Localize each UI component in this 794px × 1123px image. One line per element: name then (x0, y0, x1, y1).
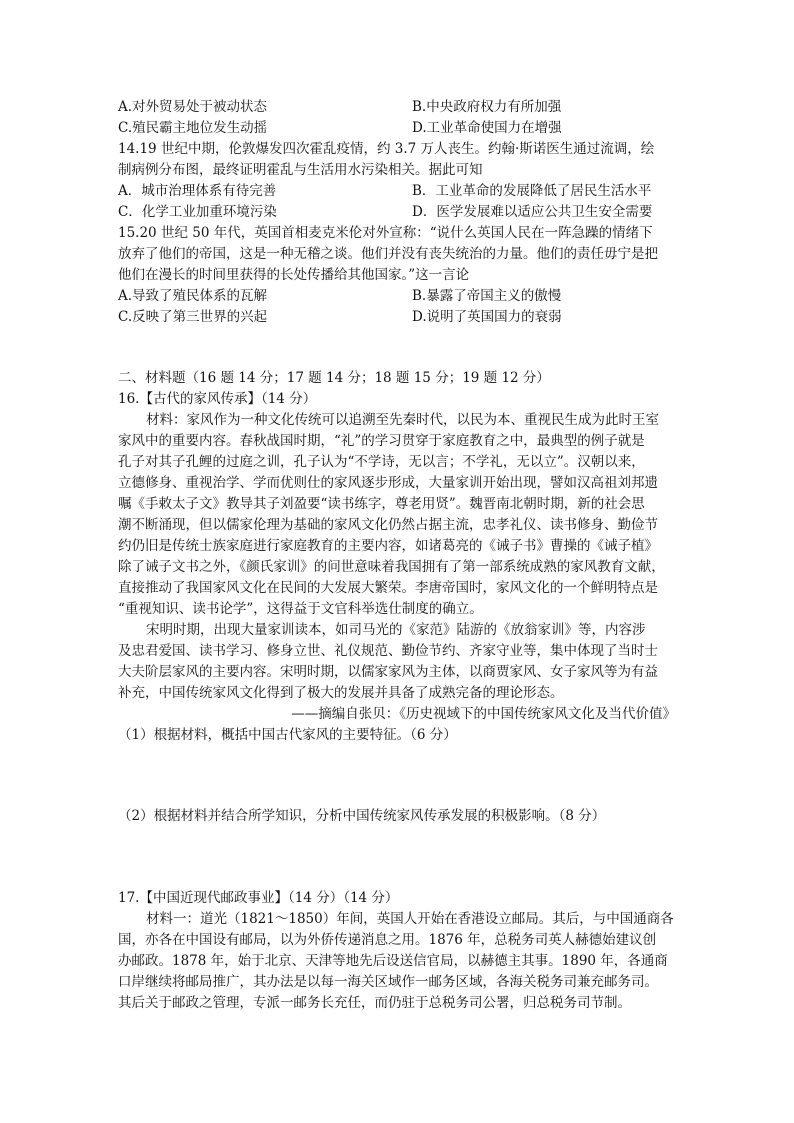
q15-option-c: C.反映了第三世界的兴起 (118, 309, 268, 325)
q16-subquestion-2: （2）根据材料并结合所学知识，分析中国传统家风传承发展的积极影响。（8 分） (118, 808, 606, 824)
q16-para2-line: 及忠君爱国、读书学习、修身立世、礼仪规范、勤俭节约、齐家守业等，集中体现了当时士 (118, 643, 658, 659)
q16-para1-line: 材料：家风作为一种文化传统可以追溯至先秦时代，以民为本、重视民生成为此时王室 (146, 412, 659, 428)
q16-para1-line: 家风中的重要内容。春秋战国时期，“礼”的学习贯穿于家庭教育之中，最典型的例子就是 (118, 433, 645, 449)
q15-option-row-2 (118, 307, 684, 328)
q16-para1-line: 孔子对其子孔鲤的过庭之训，孔子认为“不学诗，无以言；不学礼，无以立”。汉朝以来， (118, 454, 645, 470)
q16-para1-line: 潮不断涌现，但以儒家伦理为基础的家风文化仍然占据主流，忠孝礼仪、读书修身、勤俭节 (118, 517, 658, 533)
q15-option-row-1 (118, 286, 684, 307)
q13-option-row-1 (118, 97, 684, 118)
q16-para1-line: 立德修身、重视治学、学而优则仕的家风逐步形成，大量家训开始出现，譬如汉高祖刘邦遗 (118, 475, 658, 491)
q14-option-a: A．城市治理体系有待完善 (118, 183, 277, 199)
q13-option-c: C.殖民霸主地位发生动摇 (118, 120, 268, 136)
q17-para1-line: 办邮政。1878 年，始于北京、天津等地先后设送信官局，以赫德主其事。1890 年，各通商 (118, 953, 668, 969)
q14-option-b: B．工业革命的发展降低了居民生活水平 (412, 183, 652, 199)
q16-para2-line: 宋明时期，出现大量家训读本，如司马光的《家范》陆游的《放翁家训》等，内容涉 (146, 622, 646, 638)
q13-option-a: A.对外贸易处于被动状态 (118, 99, 268, 115)
q14-option-c: C．化学工业加重环境污染 (118, 204, 277, 220)
q16-subquestion-1: （1）根据材料，概括中国古代家风的主要特征。（6 分） (118, 727, 457, 743)
q16-para1-line: 除了诫子文书之外，《颜氏家训》的问世意味着我国拥有了第一部系统成熟的家风教育文献， (118, 559, 665, 575)
q16-para1-line: “重视知识、读书论学”，这得益于文官科举选仕制度的确立。 (118, 601, 483, 617)
q16-para2-line: 补充，中国传统家风文化得到了极大的发展并具备了成熟完备的理论形态。 (118, 685, 564, 701)
q14-stem-line-1: 14.19 世纪中期，伦敦爆发四次霍乱疫情，约 3.7 万人丧生。约翰·斯诺医生通过流调，绘 (118, 141, 655, 157)
q17-para1-line: 口岸继续将邮局推广，其办法是以每一海关区域作一邮务区域，各海关税务司兼充邮务司。 (118, 974, 658, 990)
q14-stem-line-2: 制病例分布图，最终证明霍乱与生活用水污染相关。据此可知 (118, 162, 483, 178)
q17-title: 17.【中国近现代邮政事业】（14 分）（14 分） (118, 890, 399, 906)
q15-stem-line-3: 他们在漫长的时间里获得的长处传播给其他国家。”这一言论 (118, 267, 470, 283)
q16-title: 16.【古代的家风传承】（14 分） (118, 391, 317, 407)
q16-para2-line: 大夫阶层家风的主要内容。宋明时期，以儒家家风为主体，以商贾家风、女子家风等为有益 (118, 664, 658, 680)
q15-option-d: D.说明了英国国力的衰弱 (412, 309, 562, 325)
q16-source-citation: ——摘编自张贝：《历史视域下的中国传统家风文化及当代价值》 (291, 706, 676, 722)
q14-option-row-1 (118, 181, 684, 202)
q17-para1-line: 国，亦各在中国设有邮局，以为外侨传递消息之用。1876 年，总税务司英人赫德始建议创 (118, 932, 657, 948)
q17-para1-line: 其后关于邮政之管理，专派一邮务长充任，而仍驻于总税务司公署，归总税务司节制。 (118, 995, 631, 1011)
section-heading: 二、材料题（16 题 14 分；17 题 14 分；18 题 15 分；19 题 12 分） (118, 370, 550, 386)
q13-option-d: D.工业革命使国力在增强 (412, 120, 562, 136)
q13-option-b: B.中央政府权力有所加强 (412, 99, 562, 115)
q14-option-d: D．医学发展难以适应公共卫生安全需要 (412, 204, 653, 220)
q16-para1-line: 直接推动了我国家风文化在民间的大发展大繁荣。李唐帝国时，家风文化的一个鲜明特点是 (118, 580, 658, 596)
q15-option-b: B.暴露了帝国主义的傲慢 (412, 288, 562, 304)
q16-para1-line: 约仍旧是传统士族家庭进行家庭教育的主要内容，如诸葛亮的《诫子书》曹操的《诫子植》 (118, 538, 658, 554)
q13-option-row-2 (118, 118, 684, 139)
q16-para1-line: 嘱《手敕太子文》教导其子刘盈要“读书练字，尊老用贤”。魏晋南北朝时期，新的社会思 (118, 496, 645, 512)
q14-option-row-2 (118, 202, 684, 223)
q15-option-a: A.导致了殖民体系的瓦解 (118, 288, 268, 304)
q15-stem-line-2: 放弃了他们的帝国，这是一种无稽之谈。他们并没有丧失统治的力量。他们的责任毋宁是把 (118, 246, 658, 262)
q15-stem-line-1: 15.20 世纪 50 年代，英国首相麦克米伦对外宣称：“说什么英国人民在一阵急躁的情绪下 (118, 225, 653, 241)
q17-para1-line: 材料一：道光（1821～1850）年间，英国人开始在香港设立邮局。其后，与中国通商各 (146, 911, 674, 927)
